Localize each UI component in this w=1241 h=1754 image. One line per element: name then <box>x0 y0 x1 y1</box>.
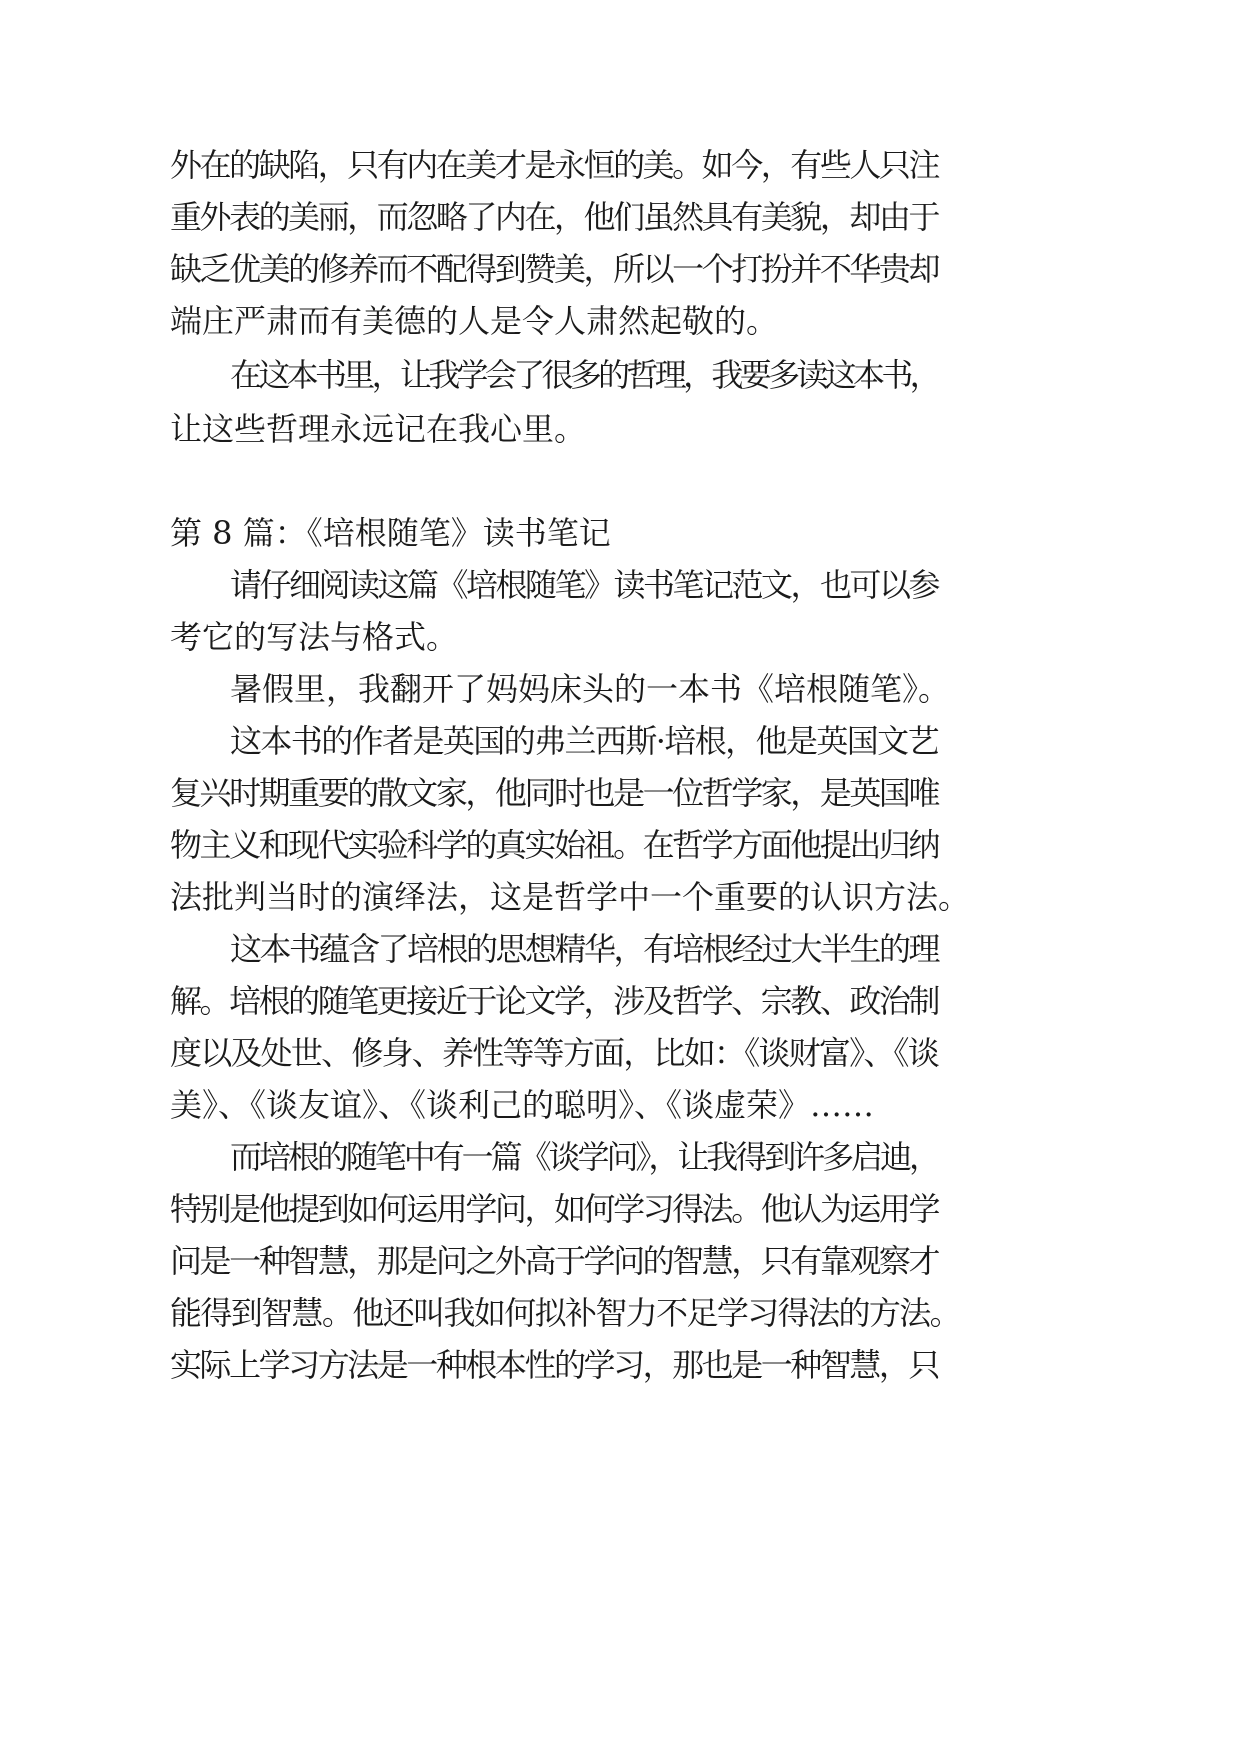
text-line-content: 重外表的美丽，而忽略了内在，他们虽然具有美貌，却由于 <box>170 198 938 236</box>
text-line-content: 能得到智慧。他还叫我如何拟补智力不足学习得法的方法。 <box>170 1294 960 1332</box>
text-line-content: 复兴时期重要的散文家，他同时也是一位哲学家，是英国唯 <box>170 774 938 812</box>
text-line-content: 解。培根的随笔更接近于论文学，涉及哲学、宗教、政治制 <box>170 982 938 1020</box>
text-line-content: 这本书的作者是英国的弗兰西斯·培根，他是英国文艺 <box>230 722 938 760</box>
text-line-content: 缺乏优美的修养而不配得到赞美，所以一个打扮并不华贵却 <box>170 250 938 288</box>
text-line-content: 特别是他提到如何运用学问，如何学习得法。他认为运用学 <box>170 1190 938 1228</box>
text-line-content: 美》、《谈友谊》、《谈利己的聪明》、《谈虚荣》…… <box>170 1086 875 1124</box>
text-line-content: 端庄严肃而有美德的人是令人肃然起敬的。 <box>170 302 779 340</box>
text-line-content: 物主义和现代实验科学的真实始祖。在哲学方面他提出归纳 <box>170 826 938 864</box>
text-line-content: 让这些哲理永远记在我心里。 <box>170 410 587 448</box>
text-line-content: 考它的写法与格式。 <box>170 618 459 656</box>
text-line-content: 暑假里，我翻开了妈妈床头的一本书《培根随笔》。 <box>230 670 951 708</box>
text-line-content: 外在的缺陷，只有内在美才是永恒的美。如今，有些人只注 <box>170 146 938 184</box>
text-line-content: 度以及处世、修身、养性等等方面，比如：《谈财富》、《谈 <box>170 1034 938 1072</box>
section-heading-text: 第 8 篇：《培根随笔》读书笔记 <box>170 514 611 552</box>
text-line-content: 实际上学习方法是一种根本性的学习，那也是一种智慧，只 <box>170 1346 938 1384</box>
text-line-content: 请仔细阅读这篇《培根随笔》读书笔记范文，也可以参 <box>230 566 938 604</box>
text-line-content: 这本书蕴含了培根的思想精华，有培根经过大半生的理 <box>230 930 938 968</box>
text-line-content: 法批判当时的演绎法，这是哲学中一个重要的认识方法。 <box>170 878 971 916</box>
text-line-content: 问是一种智慧，那是问之外高于学问的智慧，只有靠观察才 <box>170 1242 938 1280</box>
text-line-content: 在这本书里，让我学会了很多的哲理，我要多读这本书， <box>230 356 938 394</box>
text-line-content: 而培根的随笔中有一篇《谈学问》，让我得到许多启迪， <box>230 1138 938 1176</box>
